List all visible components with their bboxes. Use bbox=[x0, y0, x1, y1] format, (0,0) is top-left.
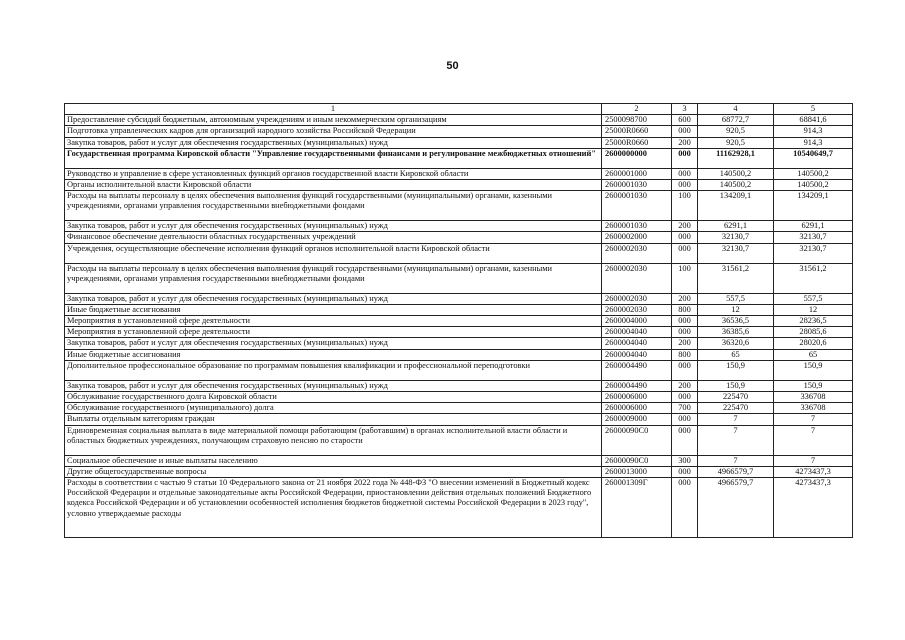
row-amount-1-cell: 557,5 bbox=[698, 293, 774, 304]
table-row bbox=[65, 304, 853, 315]
table-row bbox=[65, 403, 853, 414]
table-row bbox=[65, 180, 853, 191]
row-name-cell: Предоставление субсидий бюджетным, автономным учреждениям и иным некоммерческим организациям bbox=[65, 115, 602, 126]
row-code-cell: 2600001030 bbox=[602, 180, 672, 191]
row-type-cell: 000 bbox=[672, 148, 698, 168]
row-code-cell: 25000R0660 bbox=[602, 126, 672, 137]
row-name-cell: Подготовка управленческих кадров для организаций народного хозяйства Российской Федерации bbox=[65, 126, 602, 137]
table-row bbox=[65, 360, 853, 380]
row-amount-2-cell: 557,5 bbox=[774, 293, 853, 304]
row-code-cell: 2600001030 bbox=[602, 221, 672, 232]
row-type-cell: 800 bbox=[672, 349, 698, 360]
row-name-cell: Дополнительное профессиональное образование по программам повышения квалификации и профессиональной переподготовки bbox=[65, 360, 602, 380]
row-name-cell: Выплаты отдельным категориям граждан bbox=[65, 414, 602, 425]
table-row bbox=[65, 338, 853, 349]
row-amount-2-cell: 914,3 bbox=[774, 126, 853, 137]
row-name-cell: Расходы в соответствии с частью 9 статьи 10 Федерального закона от 21 ноября 2022 года № 448-ФЗ "О внесении изменений в Бюджетный кодекс Российской Федерации и отдельные законодательные акты Российской Федерации, приостановлении действия отдельных положений Бюджетного кодекса Российской Федерации и об установлении особенностей исполнения бюджетов бюджетной системы Российской Федерации в 2023 году", условно утверждаемые расходы bbox=[65, 478, 602, 538]
row-type-cell: 700 bbox=[672, 403, 698, 414]
row-name-cell: Единовременная социальная выплата в виде материальной помощи работающим (работавшим) в органах исполнительной власти области и областных бюджетных учреждениях, получающим страховую пенсию по старости bbox=[65, 425, 602, 455]
row-code-cell: 26000090С0 bbox=[602, 455, 672, 466]
table-row bbox=[65, 455, 853, 466]
row-amount-1-cell: 920,5 bbox=[698, 126, 774, 137]
row-code-cell: 2500098700 bbox=[602, 115, 672, 126]
row-code-cell: 2600002030 bbox=[602, 263, 672, 293]
row-name-cell: Закупка товаров, работ и услуг для обеспечения государственных (муниципальных) нужд bbox=[65, 380, 602, 391]
table-row bbox=[65, 380, 853, 391]
row-amount-2-cell: 31561,2 bbox=[774, 263, 853, 293]
row-amount-2-cell: 12 bbox=[774, 304, 853, 315]
row-amount-2-cell: 7 bbox=[774, 455, 853, 466]
table-row bbox=[65, 293, 853, 304]
row-amount-2-cell: 28020,6 bbox=[774, 338, 853, 349]
row-amount-2-cell: 7 bbox=[774, 425, 853, 455]
row-name-cell: Обслуживание государственного (муниципального) долга bbox=[65, 403, 602, 414]
row-amount-1-cell: 36320,6 bbox=[698, 338, 774, 349]
table-row bbox=[65, 263, 853, 293]
row-type-cell: 000 bbox=[672, 392, 698, 403]
row-code-cell: 2600002030 bbox=[602, 304, 672, 315]
row-amount-1-cell: 65 bbox=[698, 349, 774, 360]
row-type-cell: 100 bbox=[672, 263, 698, 293]
table-row bbox=[65, 168, 853, 179]
row-name-cell: Закупка товаров, работ и услуг для обеспечения государственных (муниципальных) нужд bbox=[65, 137, 602, 148]
row-type-cell: 000 bbox=[672, 126, 698, 137]
row-amount-2-cell: 336708 bbox=[774, 392, 853, 403]
row-amount-2-cell: 68841,6 bbox=[774, 115, 853, 126]
row-name-cell: Обслуживание государственного долга Кировской области bbox=[65, 392, 602, 403]
row-name-cell: Иные бюджетные ассигнования bbox=[65, 349, 602, 360]
row-code-cell: 2600006000 bbox=[602, 403, 672, 414]
table-row bbox=[65, 232, 853, 243]
row-amount-2-cell: 134209,1 bbox=[774, 191, 853, 221]
table-row bbox=[65, 414, 853, 425]
row-type-cell: 000 bbox=[672, 466, 698, 477]
row-amount-1-cell: 6291,1 bbox=[698, 221, 774, 232]
row-amount-1-cell: 134209,1 bbox=[698, 191, 774, 221]
row-amount-1-cell: 7 bbox=[698, 455, 774, 466]
row-amount-2-cell: 28085,6 bbox=[774, 327, 853, 338]
row-amount-2-cell: 32130,7 bbox=[774, 243, 853, 263]
row-type-cell: 000 bbox=[672, 327, 698, 338]
row-amount-2-cell: 7 bbox=[774, 414, 853, 425]
header-cell-amount-1: 4 bbox=[698, 104, 774, 115]
row-type-cell: 200 bbox=[672, 380, 698, 391]
table-header-row bbox=[65, 104, 853, 115]
row-amount-2-cell: 10540649,7 bbox=[774, 148, 853, 168]
row-code-cell: 2600004040 bbox=[602, 349, 672, 360]
table-row bbox=[65, 137, 853, 148]
row-amount-1-cell: 4966579,7 bbox=[698, 466, 774, 477]
row-code-cell: 2600001000 bbox=[602, 168, 672, 179]
row-amount-1-cell: 32130,7 bbox=[698, 232, 774, 243]
row-name-cell: Мероприятия в установленной сфере деятельности bbox=[65, 327, 602, 338]
row-name-cell: Иные бюджетные ассигнования bbox=[65, 304, 602, 315]
row-type-cell: 000 bbox=[672, 360, 698, 380]
row-type-cell: 200 bbox=[672, 221, 698, 232]
row-type-cell: 300 bbox=[672, 455, 698, 466]
budget-table bbox=[64, 103, 853, 538]
row-name-cell: Мероприятия в установленной сфере деятельности bbox=[65, 316, 602, 327]
row-amount-1-cell: 11162928,1 bbox=[698, 148, 774, 168]
row-amount-1-cell: 12 bbox=[698, 304, 774, 315]
table-row bbox=[65, 221, 853, 232]
row-amount-1-cell: 36385,6 bbox=[698, 327, 774, 338]
row-code-cell: 2600013000 bbox=[602, 466, 672, 477]
row-type-cell: 000 bbox=[672, 232, 698, 243]
row-amount-2-cell: 140500,2 bbox=[774, 168, 853, 179]
table-row bbox=[65, 191, 853, 221]
row-amount-2-cell: 150,9 bbox=[774, 380, 853, 391]
row-type-cell: 000 bbox=[672, 425, 698, 455]
row-amount-2-cell: 336708 bbox=[774, 403, 853, 414]
row-code-cell: 2600004040 bbox=[602, 338, 672, 349]
row-name-cell: Руководство и управление в сфере установленных функций органов государственной власти Кировской области bbox=[65, 168, 602, 179]
row-amount-2-cell: 32130,7 bbox=[774, 232, 853, 243]
row-code-cell: 260001309Г bbox=[602, 478, 672, 538]
table-row bbox=[65, 466, 853, 477]
row-amount-2-cell: 4273437,3 bbox=[774, 478, 853, 538]
row-code-cell: 2600001030 bbox=[602, 191, 672, 221]
row-amount-2-cell: 6291,1 bbox=[774, 221, 853, 232]
row-type-cell: 000 bbox=[672, 316, 698, 327]
row-name-cell: Закупка товаров, работ и услуг для обеспечения государственных (муниципальных) нужд bbox=[65, 338, 602, 349]
row-amount-2-cell: 150,9 bbox=[774, 360, 853, 380]
row-type-cell: 000 bbox=[672, 243, 698, 263]
row-type-cell: 200 bbox=[672, 293, 698, 304]
row-name-cell: Социальное обеспечение и иные выплаты населению bbox=[65, 455, 602, 466]
row-amount-1-cell: 68772,7 bbox=[698, 115, 774, 126]
row-name-cell: Расходы на выплаты персоналу в целях обеспечения выполнения функций государственными (муниципальными) органами, казенными учреждениями, органами управления государственными внебюджетными фондами bbox=[65, 263, 602, 293]
row-type-cell: 200 bbox=[672, 137, 698, 148]
row-type-cell: 000 bbox=[672, 180, 698, 191]
row-code-cell: 2600009000 bbox=[602, 414, 672, 425]
table-row bbox=[65, 115, 853, 126]
row-code-cell: 2600004040 bbox=[602, 327, 672, 338]
row-code-cell: 25000R0660 bbox=[602, 137, 672, 148]
table-row bbox=[65, 316, 853, 327]
table-row bbox=[65, 349, 853, 360]
row-code-cell: 2600002030 bbox=[602, 243, 672, 263]
row-amount-1-cell: 140500,2 bbox=[698, 168, 774, 179]
row-name-cell: Государственная программа Кировской области "Управление государственными финансами и регулирование межбюджетных отношений" bbox=[65, 148, 602, 168]
header-cell-name: 1 bbox=[65, 104, 602, 115]
row-amount-2-cell: 914,3 bbox=[774, 137, 853, 148]
row-amount-1-cell: 150,9 bbox=[698, 360, 774, 380]
row-amount-1-cell: 32130,7 bbox=[698, 243, 774, 263]
row-code-cell: 26000090С0 bbox=[602, 425, 672, 455]
row-type-cell: 100 bbox=[672, 191, 698, 221]
row-amount-2-cell: 4273437,3 bbox=[774, 466, 853, 477]
header-cell-amount-2: 5 bbox=[774, 104, 853, 115]
row-type-cell: 600 bbox=[672, 115, 698, 126]
row-code-cell: 2600004490 bbox=[602, 360, 672, 380]
row-amount-2-cell: 140500,2 bbox=[774, 180, 853, 191]
table-row bbox=[65, 148, 853, 168]
table-row bbox=[65, 327, 853, 338]
row-type-cell: 000 bbox=[672, 478, 698, 538]
row-type-cell: 200 bbox=[672, 338, 698, 349]
row-amount-1-cell: 7 bbox=[698, 414, 774, 425]
row-code-cell: 2600004000 bbox=[602, 316, 672, 327]
table-row bbox=[65, 243, 853, 263]
row-amount-2-cell: 28236,5 bbox=[774, 316, 853, 327]
header-cell-code: 2 bbox=[602, 104, 672, 115]
row-name-cell: Расходы на выплаты персоналу в целях обеспечения выполнения функций государственными (муниципальными) органами, казенными учреждениями, органами управления государственными внебюджетными фондами bbox=[65, 191, 602, 221]
row-amount-1-cell: 36536,5 bbox=[698, 316, 774, 327]
row-name-cell: Органы исполнительной власти Кировской области bbox=[65, 180, 602, 191]
row-amount-1-cell: 4966579,7 bbox=[698, 478, 774, 538]
table-row bbox=[65, 425, 853, 455]
table-row bbox=[65, 392, 853, 403]
row-amount-1-cell: 140500,2 bbox=[698, 180, 774, 191]
row-code-cell: 2600000000 bbox=[602, 148, 672, 168]
table-row bbox=[65, 126, 853, 137]
row-amount-2-cell: 65 bbox=[774, 349, 853, 360]
row-code-cell: 2600002000 bbox=[602, 232, 672, 243]
row-type-cell: 000 bbox=[672, 168, 698, 179]
row-name-cell: Закупка товаров, работ и услуг для обеспечения государственных (муниципальных) нужд bbox=[65, 221, 602, 232]
row-amount-1-cell: 920,5 bbox=[698, 137, 774, 148]
page-number: 50 bbox=[446, 60, 459, 72]
row-amount-1-cell: 7 bbox=[698, 425, 774, 455]
row-type-cell: 800 bbox=[672, 304, 698, 315]
row-name-cell: Другие общегосударственные вопросы bbox=[65, 466, 602, 477]
row-name-cell: Финансовое обеспечение деятельности областных государственных учреждений bbox=[65, 232, 602, 243]
row-code-cell: 2600006000 bbox=[602, 392, 672, 403]
row-code-cell: 2600004490 bbox=[602, 380, 672, 391]
row-amount-1-cell: 150,9 bbox=[698, 380, 774, 391]
table-row bbox=[65, 478, 853, 538]
row-amount-1-cell: 225470 bbox=[698, 392, 774, 403]
header-cell-type: 3 bbox=[672, 104, 698, 115]
row-type-cell: 000 bbox=[672, 414, 698, 425]
row-code-cell: 2600002030 bbox=[602, 293, 672, 304]
row-name-cell: Закупка товаров, работ и услуг для обеспечения государственных (муниципальных) нужд bbox=[65, 293, 602, 304]
row-name-cell: Учреждения, осуществляющие обеспечение исполнения функций органов исполнительной власти Кировской области bbox=[65, 243, 602, 263]
row-amount-1-cell: 31561,2 bbox=[698, 263, 774, 293]
row-amount-1-cell: 225470 bbox=[698, 403, 774, 414]
